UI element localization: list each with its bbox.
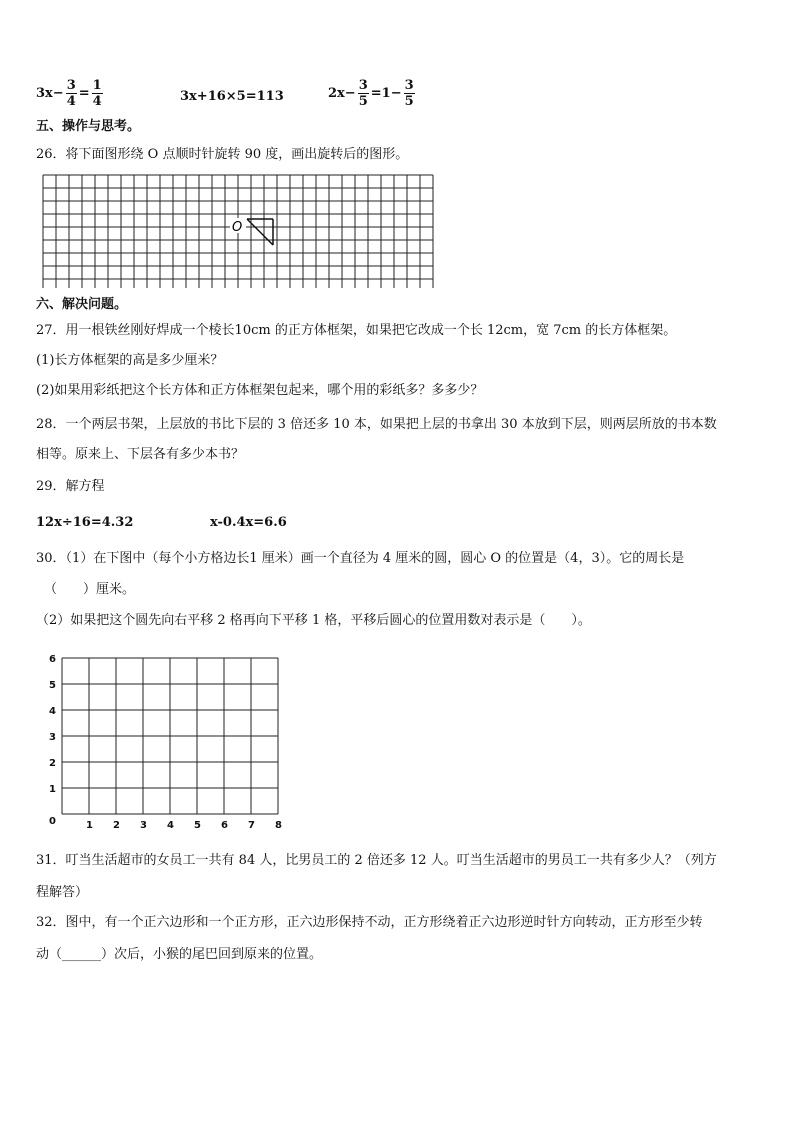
question-29-title: 29．解方程: [36, 479, 105, 494]
x-axis-label: 3: [140, 820, 147, 831]
question-27: 27．用一根铁丝刚好焊成一个棱长10cm 的正方体框架，如果把它改成一个长 12cm，宽 7cm 的长方体框架。: [36, 323, 677, 338]
question-28-line-2: 相等。原来上、下层各有多少本书？: [36, 447, 245, 462]
y-axis-label: 4: [49, 706, 56, 717]
rotation-grid: [42, 174, 434, 288]
coordinate-grid: [44, 652, 292, 836]
y-axis-label: 3: [49, 732, 56, 743]
x-axis-label: 1: [86, 820, 93, 831]
fraction: $\frac{1}{4}$: [92, 78, 102, 109]
x-axis-label: 2: [113, 820, 120, 831]
section-5-heading: 五、操作与思考。: [36, 119, 141, 134]
equation-3: [328, 78, 417, 109]
y-axis-label: 6: [49, 654, 56, 665]
equation-3-lead: 2x−: [328, 86, 356, 101]
question-26: 26．将下面图形绕 O 点顺时针旋转 90 度，画出旋转后的图形。: [36, 147, 409, 162]
question-28-line-1: 28．一个两层书架，上层放的书比下层的 3 倍还多 10 本，如果把上层的书拿出 30 本放到下层，则两层所放的书本数: [36, 417, 717, 432]
x-axis-label: 5: [194, 820, 201, 831]
x-axis-label: 6: [221, 820, 228, 831]
question-31-line-1: 31．叮当生活超市的女员工一共有 84 人，比男员工的 2 倍还多 12 人。叮当生活超市的男员工一共有多少人？（列方: [36, 853, 717, 868]
question-27-part-1: (1)长方体框架的高是多少厘米？: [36, 353, 224, 368]
x-axis-label: 7: [248, 820, 255, 831]
section-6-heading: 六、解决问题。: [36, 297, 128, 312]
x-axis-label: 4: [167, 820, 174, 831]
question-30-line-3: （2）如果把这个圆先向右平移 2 格再向下平移 1 格，平移后圆心的位置用数对表示是（ ）。: [36, 613, 591, 628]
equation-2: 3x+16×5=113: [180, 89, 284, 104]
question-30-line-2: （ ）厘米。: [44, 582, 136, 597]
y-axis-label: 5: [49, 680, 56, 691]
x-axis-label: 0: [49, 816, 56, 827]
question-31-line-2: 程解答）: [36, 885, 89, 900]
x-axis-label: 8: [275, 820, 282, 831]
y-axis-label: 2: [49, 758, 56, 769]
equation-1-lead: 3x−: [36, 86, 64, 101]
fraction: $\frac{3}{5}$: [358, 78, 368, 109]
question-29-equation-1: 12x÷16=4.32: [36, 515, 134, 530]
question-29-equation-2: x-0.4x=6.6: [210, 515, 287, 530]
equation-3-mid: =1−: [370, 86, 402, 101]
y-axis-label: 1: [49, 784, 56, 795]
fraction: $\frac{3}{5}$: [404, 78, 414, 109]
question-32-line-1: 32．图中，有一个正六边形和一个正方形，正六边形保持不动，正方形绕着正六边形逆时针方向转动，正方形至少转: [36, 915, 703, 930]
fraction: $\frac{3}{4}$: [66, 78, 76, 109]
equation-1: [36, 78, 105, 109]
question-27-part-2: (2)如果用彩纸把这个长方体和正方体框架包起来，哪个用的彩纸多？多多少？: [36, 383, 484, 398]
question-32-line-2: 动（______）次后，小猴的尾巴回到原来的位置。: [36, 947, 323, 962]
question-30-line-1: 30．（1）在下图中（每个小方格边长1 厘米）画一个直径为 4 厘米的圆，圆心 O 的位置是（4，3）。它的周长是: [36, 551, 685, 566]
point-o-label: O: [232, 220, 243, 235]
equals-sign: =: [78, 86, 90, 101]
